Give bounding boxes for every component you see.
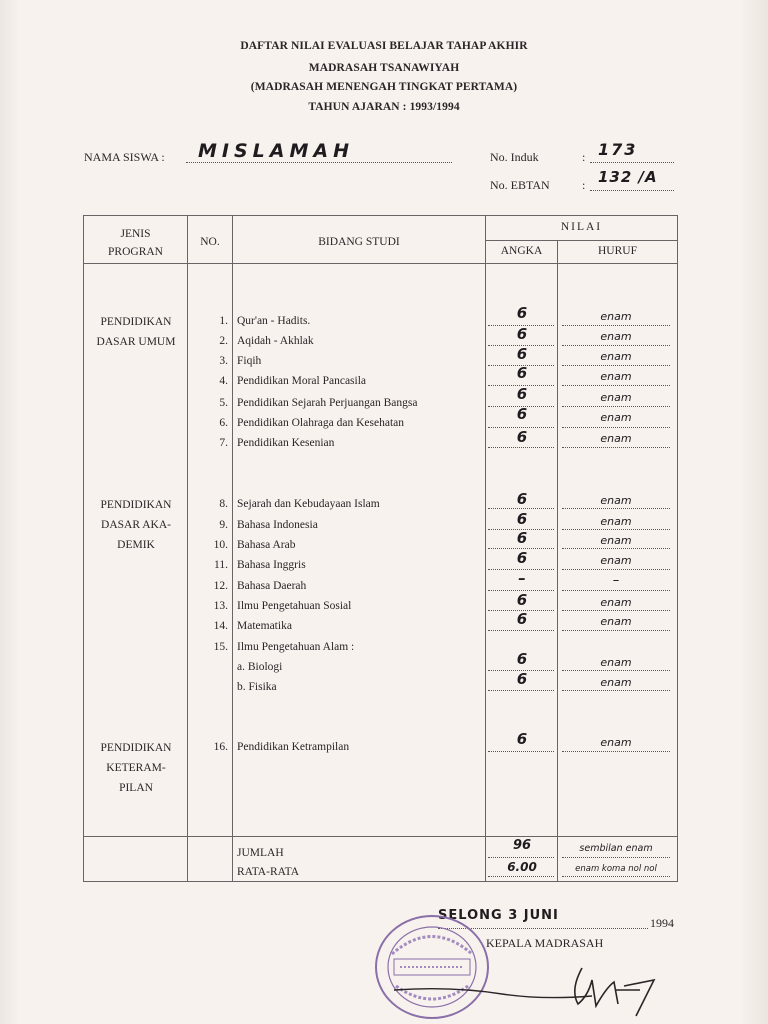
huruf-underline bbox=[562, 876, 670, 877]
row-huruf: enam bbox=[600, 615, 632, 628]
col-no: NO. bbox=[200, 236, 220, 248]
huruf-underline bbox=[562, 548, 670, 549]
row-huruf: enam bbox=[600, 330, 632, 343]
group-line: DASAR AKA- bbox=[101, 519, 171, 531]
row-no: 9. bbox=[219, 519, 228, 531]
row-subject: Pendidikan Sejarah Perjuangan Bangsa bbox=[237, 397, 418, 409]
principal-title: KEPALA MADRASAH bbox=[486, 936, 604, 950]
angka-underline bbox=[488, 690, 554, 691]
totals-rule bbox=[83, 836, 678, 837]
jumlah-angka: 96 bbox=[512, 838, 532, 853]
angka-underline bbox=[488, 857, 554, 858]
rata-huruf: enam koma nol nol bbox=[575, 864, 657, 874]
row-no: 4. bbox=[219, 375, 228, 387]
group-line: PENDIDIKAN bbox=[100, 742, 172, 754]
col-angka: ANGKA bbox=[500, 245, 543, 257]
col-divider-4 bbox=[557, 240, 558, 882]
huruf-underline bbox=[562, 325, 670, 326]
row-angka: 6 bbox=[516, 364, 528, 382]
row-huruf: enam bbox=[600, 432, 632, 445]
row-subject: Bahasa Arab bbox=[237, 539, 296, 551]
nilai-rule bbox=[485, 240, 678, 241]
school-subtitle: (MADRASAH MENENGAH TINGKAT PERTAMA) bbox=[250, 81, 518, 93]
huruf-underline bbox=[562, 406, 670, 407]
huruf-underline bbox=[562, 857, 670, 858]
row-subject: Aqidah - Akhlak bbox=[237, 335, 314, 347]
row-subject: Matematika bbox=[237, 620, 292, 632]
induk-underline bbox=[590, 162, 674, 163]
row-huruf: enam bbox=[600, 350, 632, 363]
huruf-underline bbox=[562, 590, 670, 591]
row-angka: 6 bbox=[516, 510, 528, 528]
huruf-underline bbox=[562, 365, 670, 366]
row-subject: Bahasa Indonesia bbox=[237, 519, 318, 531]
huruf-underline bbox=[562, 345, 670, 346]
row-no: 10. bbox=[213, 539, 228, 551]
row-huruf: enam bbox=[600, 494, 632, 507]
row-no: 7. bbox=[219, 437, 228, 449]
col-huruf: HURUF bbox=[598, 245, 637, 257]
ebtan-label: No. EBTAN bbox=[490, 178, 550, 192]
row-angka: 6 bbox=[516, 670, 528, 688]
name-label: NAMA SISWA : bbox=[84, 150, 165, 164]
row-angka: 6 bbox=[516, 490, 528, 508]
col-divider-2 bbox=[232, 215, 233, 882]
group-line: PENDIDIKAN bbox=[100, 499, 172, 511]
row-huruf: enam bbox=[600, 310, 632, 323]
row-angka: 6 bbox=[516, 345, 528, 363]
row-no: 3. bbox=[219, 355, 228, 367]
col-bidang: BIDANG STUDI bbox=[318, 236, 400, 248]
huruf-underline bbox=[562, 569, 670, 570]
row-angka: 6 bbox=[516, 549, 528, 567]
table-border-right bbox=[677, 215, 678, 882]
col-jenis-2: PROGRAN bbox=[108, 246, 163, 258]
row-subject: Ilmu Pengetahuan Sosial bbox=[237, 600, 352, 612]
row-huruf: enam bbox=[600, 391, 632, 404]
huruf-underline bbox=[562, 508, 670, 509]
row-subject: Bahasa Daerah bbox=[237, 580, 307, 592]
row-angka: 6 bbox=[516, 650, 528, 668]
school-type: MADRASAH TSANAWIYAH bbox=[308, 62, 460, 74]
row-subject: b. Fisika bbox=[237, 681, 277, 693]
row-subject: Pendidikan Ketrampilan bbox=[237, 741, 350, 753]
angka-underline bbox=[488, 508, 554, 509]
row-no: 2. bbox=[219, 335, 228, 347]
place-date: SELONG 3 JUNI bbox=[438, 908, 559, 923]
row-angka: 6 bbox=[516, 529, 528, 547]
ebtan-underline bbox=[590, 190, 674, 191]
row-huruf: enam bbox=[600, 554, 632, 567]
row-no: 14. bbox=[213, 620, 228, 632]
induk-number: 173 bbox=[598, 140, 638, 159]
row-subject: Pendidikan Moral Pancasila bbox=[237, 375, 367, 387]
row-no: 11. bbox=[214, 559, 228, 571]
row-angka: 6 bbox=[516, 730, 528, 748]
huruf-underline bbox=[562, 670, 670, 671]
row-subject: Fiqih bbox=[237, 355, 262, 367]
col-jenis-1: JENIS bbox=[120, 228, 151, 240]
angka-underline bbox=[488, 630, 554, 631]
row-subject: Ilmu Pengetahuan Alam : bbox=[237, 641, 355, 653]
huruf-underline bbox=[562, 529, 670, 530]
row-subject: Pendidikan Olahraga dan Kesehatan bbox=[237, 417, 405, 429]
name-underline bbox=[186, 162, 452, 163]
year: 1994 bbox=[650, 916, 674, 930]
huruf-underline bbox=[562, 610, 670, 611]
row-angka: – bbox=[518, 569, 526, 587]
col-divider-3 bbox=[485, 215, 486, 882]
row-angka: 6 bbox=[516, 385, 528, 403]
row-subject: Pendidikan Kesenian bbox=[237, 437, 335, 449]
row-no: 12. bbox=[213, 580, 228, 592]
induk-label: No. Induk bbox=[490, 150, 539, 164]
row-no: 16. bbox=[213, 741, 228, 753]
group-keterampilan bbox=[84, 738, 188, 798]
row-subject: Qur'an - Hadits. bbox=[237, 315, 311, 327]
angka-underline bbox=[488, 447, 554, 448]
row-angka: 6 bbox=[516, 405, 528, 423]
row-subject: Bahasa Inggris bbox=[237, 559, 306, 571]
table-border-bottom bbox=[83, 881, 678, 882]
col-nilai: NILAI bbox=[560, 221, 603, 233]
jumlah-huruf: sembilan enam bbox=[579, 843, 653, 854]
header-rule bbox=[83, 263, 678, 264]
huruf-underline bbox=[562, 427, 670, 428]
row-huruf: enam bbox=[600, 736, 632, 749]
row-angka: 6 bbox=[516, 304, 528, 322]
jumlah-label: JUMLAH bbox=[237, 847, 284, 859]
signature-icon bbox=[392, 960, 662, 1020]
row-angka: 6 bbox=[516, 610, 528, 628]
row-huruf: enam bbox=[600, 596, 632, 609]
induk-colon: : bbox=[582, 150, 586, 164]
row-huruf: enam bbox=[600, 411, 632, 424]
ebtan-number: 132 /A bbox=[598, 168, 658, 186]
group-line: KETERAM- bbox=[106, 762, 166, 774]
huruf-underline bbox=[562, 751, 670, 752]
huruf-underline bbox=[562, 447, 670, 448]
huruf-underline bbox=[562, 630, 670, 631]
row-huruf: enam bbox=[600, 534, 632, 547]
group-line: PENDIDIKAN bbox=[100, 316, 172, 328]
huruf-underline bbox=[562, 385, 670, 386]
doc-title: DAFTAR NILAI EVALUASI BELAJAR TAHAP AKHIR bbox=[240, 40, 528, 52]
row-huruf: enam bbox=[600, 656, 632, 669]
row-no: 8. bbox=[219, 498, 228, 510]
row-no: 1. bbox=[219, 315, 228, 327]
rata-label: RATA-RATA bbox=[237, 866, 300, 878]
rata-angka: 6.00 bbox=[507, 860, 537, 874]
group-line: DASAR UMUM bbox=[96, 336, 176, 348]
ebtan-colon: : bbox=[582, 178, 586, 192]
row-no: 5. bbox=[219, 397, 228, 409]
angka-underline bbox=[488, 751, 554, 752]
group-dasar-akademik bbox=[84, 495, 188, 555]
huruf-underline bbox=[562, 690, 670, 691]
group-line: PILAN bbox=[119, 782, 153, 794]
academic-year: TAHUN AJARAN : 1993/1994 bbox=[308, 101, 460, 113]
row-angka: 6 bbox=[516, 591, 528, 609]
group-line: DEMIK bbox=[117, 539, 155, 551]
row-huruf: – bbox=[612, 573, 620, 588]
row-no: 6. bbox=[219, 417, 228, 429]
row-no: 13. bbox=[213, 600, 228, 612]
row-huruf: enam bbox=[600, 515, 632, 528]
angka-underline bbox=[488, 876, 554, 877]
student-name: MISLAMAH bbox=[198, 140, 354, 162]
row-huruf: enam bbox=[600, 370, 632, 383]
row-huruf: enam bbox=[600, 676, 632, 689]
row-subject: a. Biologi bbox=[237, 661, 283, 673]
row-no: 15. bbox=[213, 641, 228, 653]
table-border-top bbox=[83, 215, 678, 216]
group-dasar-umum bbox=[84, 312, 188, 352]
row-subject: Sejarah dan Kebudayaan Islam bbox=[237, 498, 380, 510]
row-angka: 6 bbox=[516, 325, 528, 343]
row-angka: 6 bbox=[516, 428, 528, 446]
